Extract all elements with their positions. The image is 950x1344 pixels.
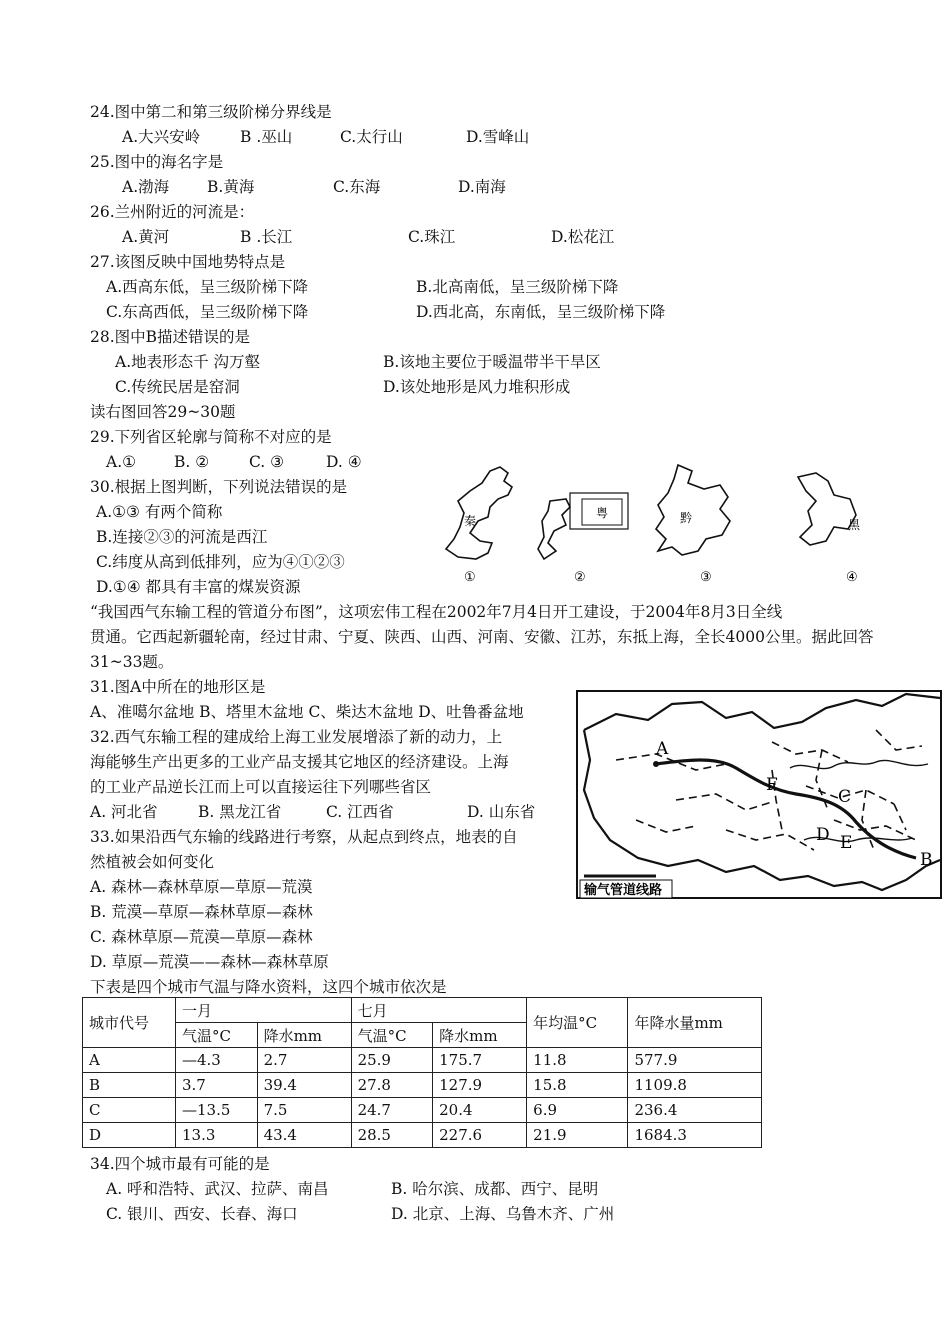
header-january: 一月 <box>176 998 352 1023</box>
q26-option-b: B .长江 <box>240 228 293 246</box>
q33-option-a: A. 森林—森林草原—草原—荒漠 <box>90 878 313 896</box>
header-july: 七月 <box>351 998 527 1023</box>
pipeline-intro-line-2: 贯通。它西起新疆轮南，经过甘肃、宁夏、陕西、山西、河南、安徽、江苏，东抵上海，全长4000公里。据此回答 <box>90 628 874 646</box>
table-row <box>83 1098 762 1123</box>
q30-option-a: A.①③ 有两个简称 <box>96 503 223 521</box>
q30-option-c: C.纬度从高到低排列，应为④①②③ <box>96 553 345 571</box>
q32-option-d: D. 山东省 <box>467 803 536 821</box>
q32-option-b: B. 黑龙江省 <box>198 803 282 821</box>
table-row <box>83 1073 762 1098</box>
q34-option-c: C. 银川、西安、长春、海口 <box>106 1205 298 1223</box>
header-jan-precip: 降水mm <box>257 1023 351 1048</box>
q33-option-d: D. 草原—荒漠——森林—森林草原 <box>90 953 329 971</box>
map-label-b: B <box>920 850 933 870</box>
pipeline-map-figure <box>576 690 942 900</box>
q31-stem: 31.图A中所在的地形区是 <box>90 678 266 696</box>
cell: C <box>83 1098 176 1123</box>
q33-option-b: B. 荒漠—草原—森林草原—森林 <box>90 903 313 921</box>
q26-option-c: C.珠江 <box>408 228 456 246</box>
q24-stem: 24.图中第二和第三级阶梯分界线是 <box>90 103 332 121</box>
cell: 227.6 <box>433 1123 527 1148</box>
q32-stem-line-1: 32.西气东输工程的建成给上海工业发展增添了新的动力，上 <box>90 728 503 746</box>
map-label-f: F <box>766 775 778 795</box>
legend-label: 输气管道线路 <box>584 883 663 898</box>
cell: 39.4 <box>257 1073 351 1098</box>
header-jan-temp: 气温°C <box>176 1023 258 1048</box>
cell: 3.7 <box>176 1073 258 1098</box>
q34-option-a: A. 呼和浩特、武汉、拉萨、南昌 <box>106 1180 329 1198</box>
cell: 6.9 <box>527 1098 628 1123</box>
q28-option-d: D.该处地形是风力堆积形成 <box>383 378 571 396</box>
province-outlines-figure <box>430 455 870 590</box>
city-climate-table <box>82 997 762 1148</box>
q26-option-a: A.黄河 <box>122 228 170 246</box>
q28-stem: 28.图中B描述错误的是 <box>90 328 251 346</box>
cell: 27.8 <box>351 1073 433 1098</box>
cell: 2.7 <box>257 1048 351 1073</box>
q24-option-a: A.大兴安岭 <box>122 128 201 146</box>
q28-option-c: C.传统民居是窑洞 <box>115 378 240 396</box>
q27-option-c: C.东高西低，呈三级阶梯下降 <box>106 303 309 321</box>
cell: 1109.8 <box>628 1073 762 1098</box>
table-intro: 下表是四个城市气温与降水资料，这四个城市依次是 <box>90 978 447 996</box>
q25-stem: 25.图中的海名字是 <box>90 153 224 171</box>
cell: —13.5 <box>176 1098 258 1123</box>
q29-option-c: C. ③ <box>249 453 285 471</box>
header-jul-precip: 降水mm <box>433 1023 527 1048</box>
q32-option-a: A. 河北省 <box>90 803 158 821</box>
map-label-a: A <box>656 739 669 759</box>
cell: 28.5 <box>351 1123 433 1148</box>
table-row <box>83 1048 762 1073</box>
cell: —4.3 <box>176 1048 258 1073</box>
header-annual-temp: 年均温°C <box>527 998 628 1048</box>
q29-option-d: D. ④ <box>326 453 362 471</box>
cell: 13.3 <box>176 1123 258 1148</box>
q29-option-a: A.① <box>106 453 137 471</box>
table-row <box>83 1123 762 1148</box>
cell: 577.9 <box>628 1048 762 1073</box>
q34-stem: 34.四个城市最有可能的是 <box>90 1155 270 1173</box>
pipeline-intro-line-3: 31~33题。 <box>90 653 174 671</box>
province-label-1: 秦 <box>464 514 477 528</box>
cell: B <box>83 1073 176 1098</box>
map-label-d: D <box>816 825 830 845</box>
cell: 43.4 <box>257 1123 351 1148</box>
province-number-2: ② <box>574 570 586 585</box>
cell: A <box>83 1048 176 1073</box>
province-number-1: ① <box>464 570 476 585</box>
province-outline-4 <box>798 473 856 545</box>
q31-options: A、准噶尔盆地 B、塔里木盆地 C、柴达木盆地 D、吐鲁番盆地 <box>90 703 524 721</box>
province-outline-3 <box>656 465 730 555</box>
q25-option-d: D.南海 <box>458 178 506 196</box>
header-city: 城市代号 <box>83 998 176 1048</box>
cell: 20.4 <box>433 1098 527 1123</box>
cell: 25.9 <box>351 1048 433 1073</box>
q28-option-b: B.该地主要位于暖温带半干旱区 <box>383 353 601 371</box>
pipeline-intro-line-1: “我国西气东输工程的管道分布图”，这项宏伟工程在2002年7月4日开工建设，于2004年8月3日全线 <box>90 603 783 621</box>
q27-stem: 27.该图反映中国地势特点是 <box>90 253 286 271</box>
q30-option-d: D.①④ 都具有丰富的煤炭资源 <box>96 578 301 596</box>
q32-stem-line-2: 海能够生产出更多的工业产品支援其它地区的经济建设。上海 <box>90 753 509 771</box>
q24-option-c: C.太行山 <box>340 128 403 146</box>
intro-29-30: 读右图回答29~30题 <box>90 403 236 421</box>
cell: 24.7 <box>351 1098 433 1123</box>
header-jul-temp: 气温°C <box>351 1023 433 1048</box>
cell: 21.9 <box>527 1123 628 1148</box>
cell: D <box>83 1123 176 1148</box>
province-number-4: ④ <box>846 570 858 585</box>
cell: 236.4 <box>628 1098 762 1123</box>
header-annual-precip: 年降水量mm <box>628 998 762 1048</box>
province-outline-2 <box>538 499 570 559</box>
map-label-e: E <box>840 833 853 853</box>
q29-stem: 29.下列省区轮廓与简称不对应的是 <box>90 428 332 446</box>
q27-option-b: B.北高南低，呈三级阶梯下降 <box>416 278 619 296</box>
cell: 175.7 <box>433 1048 527 1073</box>
province-number-3: ③ <box>700 570 712 585</box>
province-label-3: 黔 <box>680 511 693 525</box>
q32-option-c: C. 江西省 <box>326 803 394 821</box>
q30-stem: 30.根据上图判断，下列说法错误的是 <box>90 478 348 496</box>
q26-option-d: D.松花江 <box>551 228 615 246</box>
q28-option-a: A.地表形态千 沟万壑 <box>115 353 261 371</box>
q33-stem-line-2: 然植被会如何变化 <box>90 853 215 871</box>
q33-option-c: C. 森林草原—荒漠—草原—森林 <box>90 928 313 946</box>
pipeline-start-point <box>653 761 659 767</box>
cell: 15.8 <box>527 1073 628 1098</box>
q25-option-b: B.黄海 <box>207 178 255 196</box>
q26-stem: 26.兰州附近的河流是： <box>90 203 255 221</box>
cell: 1684.3 <box>628 1123 762 1148</box>
cell: 7.5 <box>257 1098 351 1123</box>
q34-option-d: D. 北京、上海、乌鲁木齐、广州 <box>391 1205 615 1223</box>
q30-option-b: B.连接②③的河流是西江 <box>96 528 268 546</box>
province-label-2: 粤 <box>596 506 609 520</box>
q25-option-c: C.东海 <box>333 178 381 196</box>
q27-option-d: D.西北高，东南低，呈三级阶梯下降 <box>416 303 666 321</box>
province-outline-1 <box>446 467 512 559</box>
map-label-c: C <box>838 787 852 807</box>
q24-option-d: D.雪峰山 <box>466 128 530 146</box>
q34-option-b: B. 哈尔滨、成都、西宁、昆明 <box>391 1180 599 1198</box>
q24-option-b: B .巫山 <box>240 128 293 146</box>
cell: 11.8 <box>527 1048 628 1073</box>
cell: 127.9 <box>433 1073 527 1098</box>
table-header-row-1 <box>83 998 762 1023</box>
province-label-4: 黑 <box>848 518 861 532</box>
q29-option-b: B. ② <box>174 453 210 471</box>
q33-stem-line-1: 33.如果沿西气东输的线路进行考察，从起点到终点，地表的自 <box>90 828 518 846</box>
q25-option-a: A.渤海 <box>122 178 170 196</box>
q27-option-a: A.西高东低，呈三级阶梯下降 <box>106 278 309 296</box>
q32-stem-line-3: 的工业产品逆长江而上可以直接运往下列哪些省区 <box>90 778 432 796</box>
